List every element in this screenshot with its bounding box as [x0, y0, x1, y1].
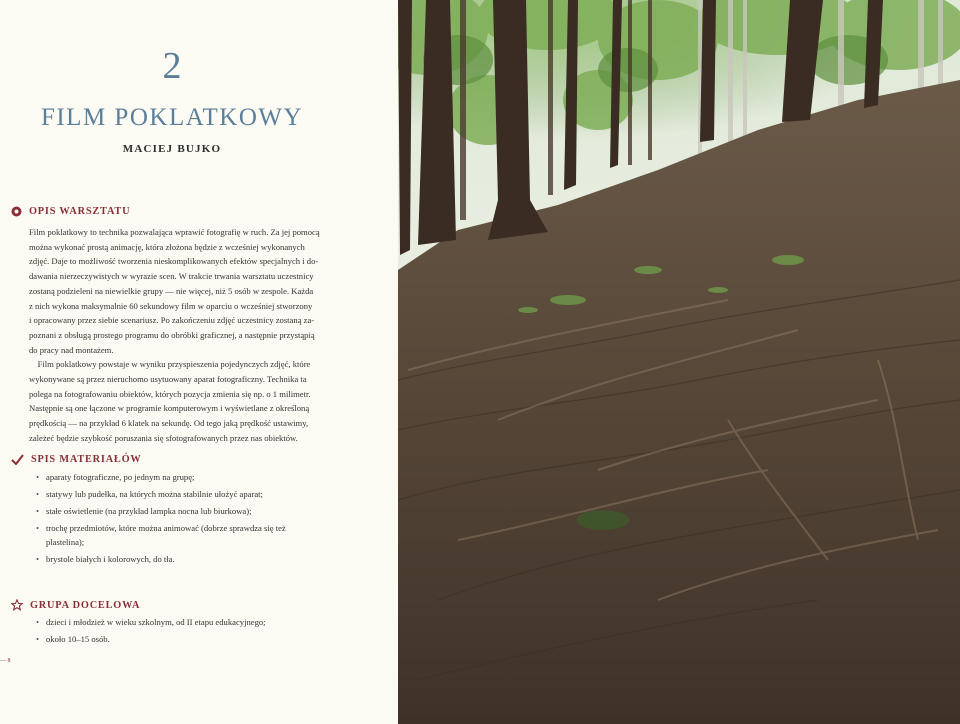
text-line: poznani z obsługą prostego programu do obróbki graficznej, a następnie przystąpią — [29, 329, 315, 340]
forest-photo — [398, 0, 960, 724]
chapter-number: 2 — [162, 45, 182, 87]
author-name: MACIEJ BUJKO — [122, 143, 222, 155]
list-item: • dzieci i młodzież w wieku szkolnym, od II etapu edukacyjnego; — [29, 615, 329, 630]
section-heading-label: SPIS MATERIAŁÓW — [31, 454, 142, 465]
text-line: polega na fotografowaniu obiektów, których pozycja zmienia się np. o 1 milimetr. — [29, 388, 311, 399]
text-page — [0, 0, 398, 724]
materials-list — [29, 470, 329, 569]
star-icon — [11, 599, 23, 611]
list-item: • brystole białych i kolorowych, do tła. — [29, 552, 329, 567]
list-item: • około 10–15 osób. — [29, 632, 329, 647]
text-line: z nich wykona maksymalnie 60 sekundowy film w oparciu o wcześniej stworzony — [29, 300, 313, 311]
section-heading-label: OPIS WARSZTATU — [29, 206, 131, 217]
text-line: do pracy nad montażem. — [29, 344, 114, 355]
list-item: • trochę przedmiotów, które można animować (dobrze sprawdza się też plastelina); — [29, 521, 306, 550]
text-line: Następnie są one łączone w programie komputerowym i wyświetlane z określoną — [29, 403, 310, 414]
section-heading-label: GRUPA DOCELOWA — [30, 599, 141, 611]
section-heading-materialy — [11, 454, 142, 465]
text-line: można wykonać prostą animację, która złożona będzie z wcześniej wykonanych — [29, 241, 305, 252]
text-line: Film poklatkowy powstaje w wyniku przyspieszenia pojedynczych zdjęć, które — [29, 359, 311, 370]
info-circle-icon — [11, 206, 22, 217]
forest-slope-image — [398, 0, 960, 724]
description-text — [29, 225, 341, 446]
text-line: dawania nierzeczywistych w wyrazie scen. W trakcie trwania warsztatu uczestnicy — [29, 271, 314, 282]
target-group-list — [29, 615, 329, 649]
list-item: • statywy lub pudełka, na których można stabilnie ułożyć aparat; — [29, 487, 329, 502]
list-item: • stałe oświetlenie (na przykład lampka nocna lub biurkowa); — [29, 504, 329, 519]
section-heading-grupa — [11, 599, 140, 611]
text-line: zdjęć. Daje to możliwość tworzenia nieskomplikowanych efektów specjalnych i do- — [29, 256, 319, 267]
text-line: prędkością — na przykład 6 klatek na sekundę. Od tego jaką prędkość ustawimy, — [29, 418, 309, 429]
page-number: — 8 — [0, 658, 11, 664]
text-line: zostaną podzieleni na niewielkie grupy — nie więcej, niż 5 osób w zespole. Każda — [29, 285, 314, 296]
checkmark-icon — [11, 454, 24, 465]
text-line: zależeć będzie szybkość poruszania się sfotografowanych przez nas obiektów. — [29, 432, 298, 443]
chapter-title: FILM POKLATKOWY — [40, 104, 304, 131]
section-heading-opis — [11, 206, 130, 217]
text-line: i opracowany przez siebie scenariusz. Po zakończeniu zdjęć uczestnicy zostaną za- — [29, 315, 315, 326]
list-item: • aparaty fotograficzne, po jednym na grupę; — [29, 470, 329, 485]
text-line: Film poklatkowy to technika pozwalająca wprawić fotografię w ruch. Za jej pomocą — [29, 227, 320, 237]
text-line: wykonywane są przez nieruchomo usytuowany aparat fotograficzny. Technika ta — [29, 374, 307, 385]
